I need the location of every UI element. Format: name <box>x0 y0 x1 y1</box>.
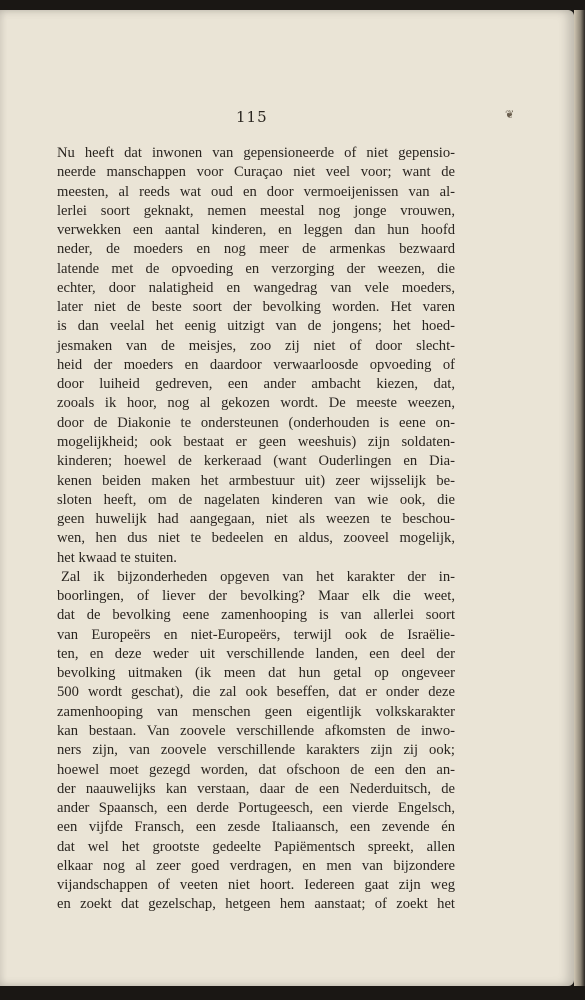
text-line: elkaar nog al zeer goed verdragen, en men van bijzondere <box>57 857 455 874</box>
text-line: dat de bevolking eene zamenhooping is van allerlei soort <box>57 607 455 624</box>
text-line: hoewel moet gezegd worden, dat ofschoon de een den an- <box>57 761 455 778</box>
text-line: vijandschappen of veeten niet hoort. Iedereen gaat zijn weg <box>57 877 455 894</box>
text-line: Nu heeft dat inwonen van gepensioneerde of niet gepensio- <box>57 145 455 161</box>
page-number: 115 <box>236 108 268 126</box>
text-line: ander Spaansch, een derde Portugeesch, een vierde Engelsch, <box>57 800 455 817</box>
page-edge-shadow <box>574 10 585 986</box>
text-line: en zoekt dat gezelschap, hetgeen hem aanstaat; of zoekt het <box>57 896 455 913</box>
text-line: sloten heeft, om de nagelaten kinderen van wie ook, die <box>57 491 455 508</box>
text-line: van Europeërs en niet-Europeërs, terwijl ook de Israëlie- <box>57 626 455 643</box>
text-line: kenen beiden maken het armbestuur uit) zeer wijsselijk be- <box>57 472 455 489</box>
text-line: door luiheid gedreven, een ander ambacht kiezen, dat, <box>57 376 455 393</box>
text-line: 500 wordt geschat), die zal ook beseffen, dat er onder deze <box>57 684 455 701</box>
text-line: een vijfde Fransch, een zesde Italiaansch, een zevende én <box>57 819 455 836</box>
text-line: boorlingen, of liever der bevolking? Maar elk die weet, <box>57 588 455 605</box>
text-line: neerde manschappen voor Curaçao niet veel voor; want de <box>57 164 455 181</box>
text-line: echter, door nalatigheid en wangedrag van vele moeders, <box>57 279 455 296</box>
text-line: jesmaken van de meisjes, zoo zij niet of door slecht- <box>57 337 455 354</box>
text-line: kan bestaan. Van zoovele verschillende afkomsten de inwo- <box>57 722 455 739</box>
text-line: wen, hen dus niet te bedeelen en aldus, zooveel mogelijk, <box>57 530 455 547</box>
text-line: zamenhooping van menschen geen eigentlijk volkskarakter <box>57 703 455 720</box>
text-line: zooals ik hoor, nog al gekozen wordt. De meeste weezen, <box>57 395 455 412</box>
text-line: later niet de beste soort der bevolking worden. Het varen <box>57 299 455 316</box>
text-line: is dan veelal het eenig uitzigt van de jongens; het hoed- <box>57 318 455 335</box>
text-line: mogelijkheid; ook bestaat er geen weeshuis) zijn soldaten- <box>57 433 455 450</box>
text-line: kinderen; hoewel de kerkeraad (want Ouderlingen en Dia- <box>57 453 455 470</box>
text-line: lerlei soort geknakt, nemen meestal nog jonge vrouwen, <box>57 202 455 219</box>
text-line: heid der moeders en daardoor verwaarloosde opvoeding of <box>57 356 455 373</box>
text-line: ners zijn, van zoovele verschillende karakters zijn zij ook; <box>57 742 455 759</box>
text-line: verwekken een aantal kinderen, en leggen dan hun hoofd <box>57 222 455 239</box>
ornament-icon: ❦ <box>505 108 515 121</box>
text-line: dat wel het grootste gedeelte Papiëmentsch spreekt, allen <box>57 838 455 855</box>
text-line: neder, de moeders en nog meer de armenkas bezwaard <box>57 241 455 258</box>
text-line: door de Diakonie te ondersteunen (onderhouden is eene on- <box>57 414 455 431</box>
text-line: meesten, al reeds wat oud en door vermoeijenissen van al- <box>57 183 455 200</box>
text-line: latende met de opvoeding en verzorging der weezen, die <box>57 260 455 277</box>
text-line: bevolking uitmaken (ik meen dat hun getal op ongeveer <box>57 665 455 682</box>
text-line: Zal ik bijzonderheden opgeven van het karakter der in- <box>61 568 455 585</box>
text-line: geen huwelijk had aangegaan, niet als weezen te beschou- <box>57 511 455 528</box>
text-line: het kwaad te stuiten. <box>57 549 177 566</box>
text-line: ten, en deze weder uit verschillende landen, een deel der <box>57 645 455 662</box>
body-text <box>57 144 455 915</box>
text-line: der naauwelijks kan verstaan, daar de een Nederduitsch, de <box>57 780 455 797</box>
